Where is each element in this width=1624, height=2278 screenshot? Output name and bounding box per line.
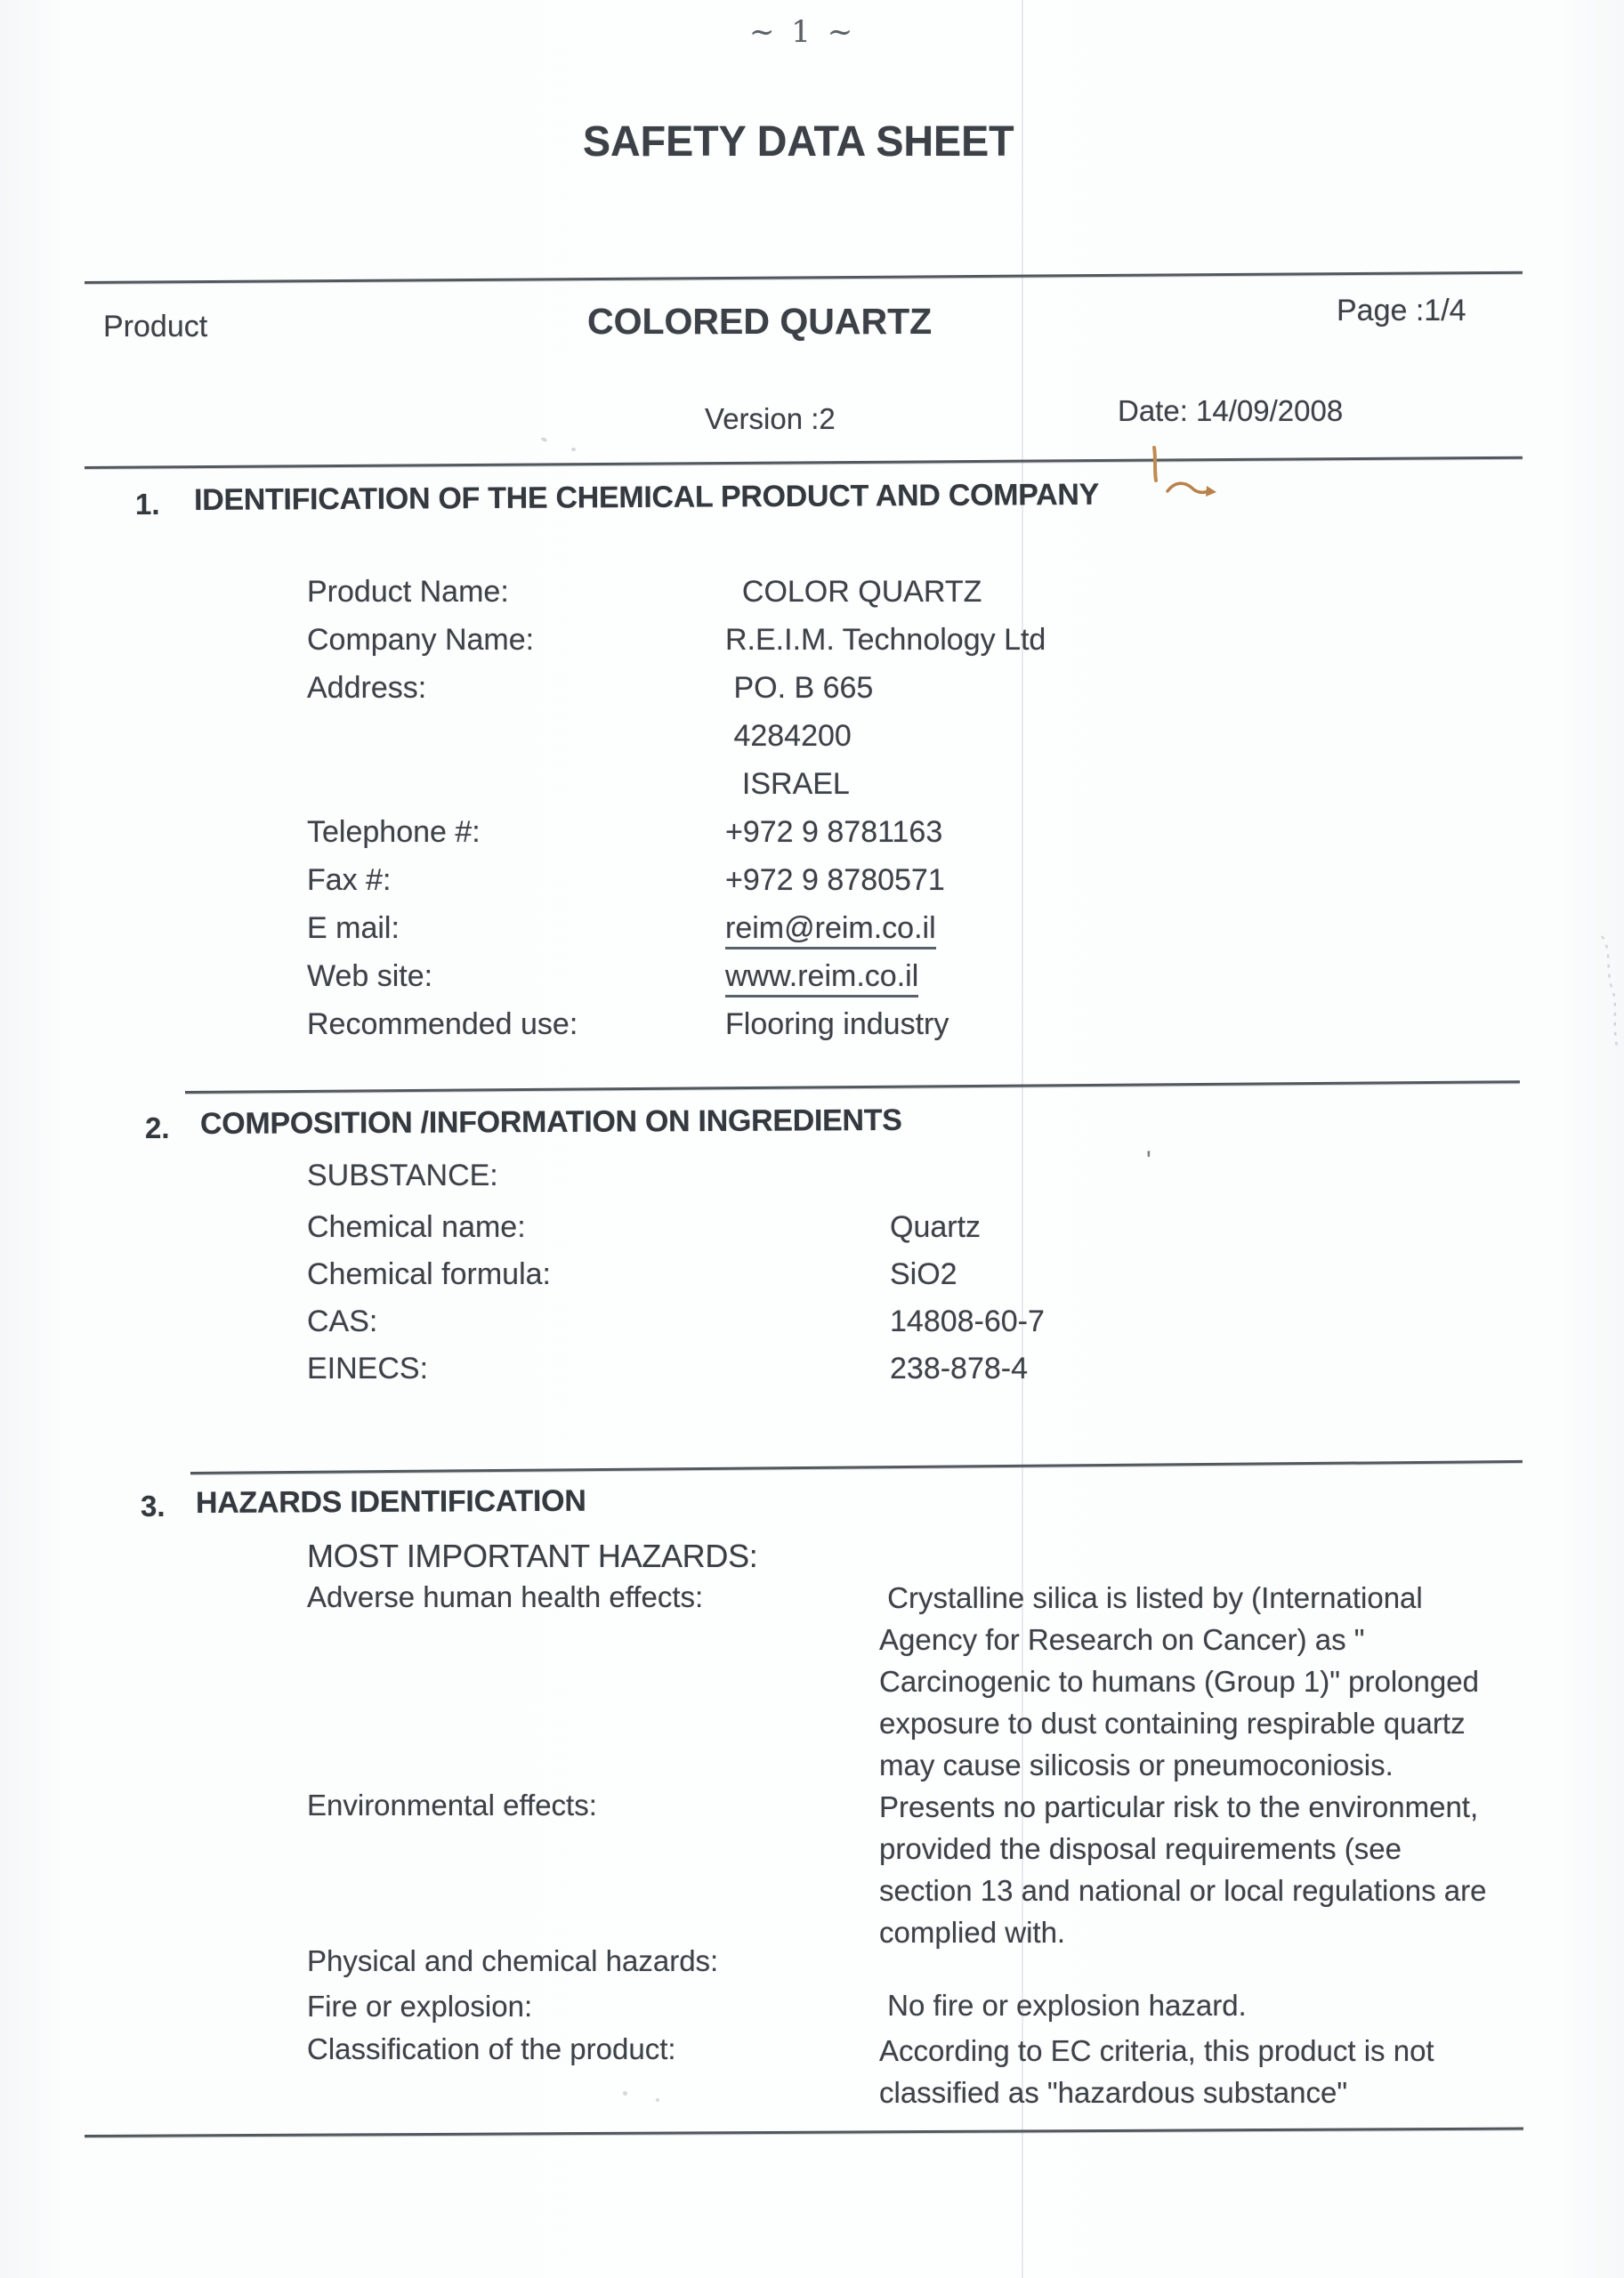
divider-top [85, 271, 1523, 284]
health-effects-text [879, 1577, 1555, 1786]
composition-row [307, 1210, 1045, 1257]
dust-speck [623, 2091, 627, 2096]
text-line: complied with. [879, 1916, 1066, 1949]
info-label: Recommended use: [307, 1007, 578, 1041]
dust-speck [656, 2098, 659, 2102]
document-title: SAFETY DATA SHEET [583, 118, 1014, 166]
page-indicator: Page :1/4 [1337, 294, 1466, 327]
substance-label: SUBSTANCE: [307, 1159, 498, 1192]
composition-row [307, 1352, 1045, 1399]
scan-scratch-mark [1588, 933, 1623, 1057]
info-value: +972 9 8781163 [725, 815, 943, 849]
info-row [307, 815, 1046, 863]
text-line: Crystalline silica is listed by (International [879, 1581, 1423, 1614]
composition-value: Quartz [890, 1210, 982, 1244]
classification-text [879, 2030, 1555, 2113]
info-label: Address: [307, 671, 427, 705]
info-value: COLOR QUARTZ [725, 575, 982, 609]
composition-row [307, 1305, 1045, 1352]
dust-speck [540, 437, 547, 443]
info-row [307, 671, 1046, 719]
section3-title: HAZARDS IDENTIFICATION [195, 1483, 586, 1520]
text-line: provided the disposal requirements (see [879, 1832, 1402, 1865]
text-line: Agency for Research on Cancer) as " [879, 1623, 1365, 1656]
info-value: 4284200 [725, 719, 852, 753]
classification-label: Classification of the product: [307, 2032, 676, 2065]
info-row [307, 1007, 1046, 1055]
text-line: Presents no particular risk to the environment, [879, 1790, 1479, 1823]
info-row [307, 959, 1046, 1007]
composition-value: 14808-60-7 [890, 1305, 1045, 1338]
divider-section3 [190, 1460, 1523, 1474]
fire-explosion-text [879, 1984, 1555, 2026]
composition-value: SiO2 [890, 1257, 957, 1291]
info-label: Telephone #: [307, 815, 481, 849]
product-name: COLORED QUARTZ [587, 301, 933, 342]
text-line: classified as "hazardous substance" [879, 2076, 1348, 2109]
info-value: ISRAEL [725, 767, 850, 801]
physical-chemical-hazards-label: Physical and chemical hazards: [307, 1944, 719, 1977]
info-row [307, 575, 1046, 623]
text-line: No fire or explosion hazard. [879, 1989, 1247, 2022]
composition-label: CAS: [307, 1305, 378, 1338]
divider-section2 [185, 1080, 1520, 1094]
info-row [307, 767, 1046, 815]
info-row [307, 719, 1046, 767]
text-line: According to EC criteria, this product is not [879, 2034, 1434, 2067]
info-label: Fax #: [307, 863, 392, 897]
section1-title: IDENTIFICATION OF THE CHEMICAL PRODUCT AND COMPANY [193, 477, 1100, 517]
composition-row [307, 1257, 1045, 1305]
environmental-effects-label: Environmental effects: [307, 1789, 597, 1822]
product-label: Product [103, 310, 208, 343]
text-line: exposure to dust containing respirable quartz [879, 1707, 1466, 1740]
section1-number: 1. [135, 488, 160, 521]
page-number-mark: ~ 1 ~ [749, 14, 857, 50]
composition-label: Chemical formula: [307, 1257, 551, 1291]
info-value: +972 9 8780571 [725, 863, 945, 897]
text-line: Carcinogenic to humans (Group 1)" prolonged [879, 1665, 1479, 1698]
info-value: R.E.I.M. Technology Ltd [725, 623, 1046, 657]
section3-number: 3. [141, 1490, 166, 1523]
email-value: reim@reim.co.il [725, 911, 936, 949]
info-label: E mail: [307, 911, 400, 945]
date-label: Date: 14/09/2008 [1118, 394, 1344, 427]
adverse-effects-label: Adverse human health effects: [307, 1580, 704, 1613]
info-value: PO. B 665 [725, 671, 874, 705]
composition-table [307, 1210, 1045, 1399]
section2-title: COMPOSITION /INFORMATION ON INGREDIENTS [199, 1103, 902, 1141]
company-info-table [307, 575, 1046, 1055]
dust-speck [571, 448, 576, 451]
info-row [307, 911, 1046, 959]
text-line: section 13 and national or local regulations are [879, 1874, 1487, 1907]
fire-explosion-label: Fire or explosion: [307, 1990, 533, 2023]
info-label: Company Name: [307, 623, 535, 657]
environmental-effects-text [879, 1786, 1555, 1953]
section2-number: 2. [145, 1111, 170, 1144]
info-value: Flooring industry [725, 1007, 949, 1041]
divider-header [85, 456, 1523, 469]
stray-ink-mark: ' [1146, 1146, 1151, 1175]
composition-value: 238-878-4 [890, 1352, 1029, 1385]
info-label: Web site: [307, 959, 433, 993]
website-value: www.reim.co.il [725, 959, 918, 998]
text-line: may cause silicosis or pneumoconiosis. [879, 1749, 1394, 1781]
info-label: Product Name: [307, 575, 509, 609]
composition-label: EINECS: [307, 1352, 429, 1385]
info-row [307, 623, 1046, 671]
composition-label: Chemical name: [307, 1210, 526, 1244]
divider-bottom [85, 2128, 1523, 2137]
most-important-hazards-label: MOST IMPORTANT HAZARDS: [307, 1538, 758, 1574]
ink-stain-mark [1146, 445, 1221, 504]
version-label: Version :2 [705, 402, 836, 435]
info-row [307, 863, 1046, 911]
